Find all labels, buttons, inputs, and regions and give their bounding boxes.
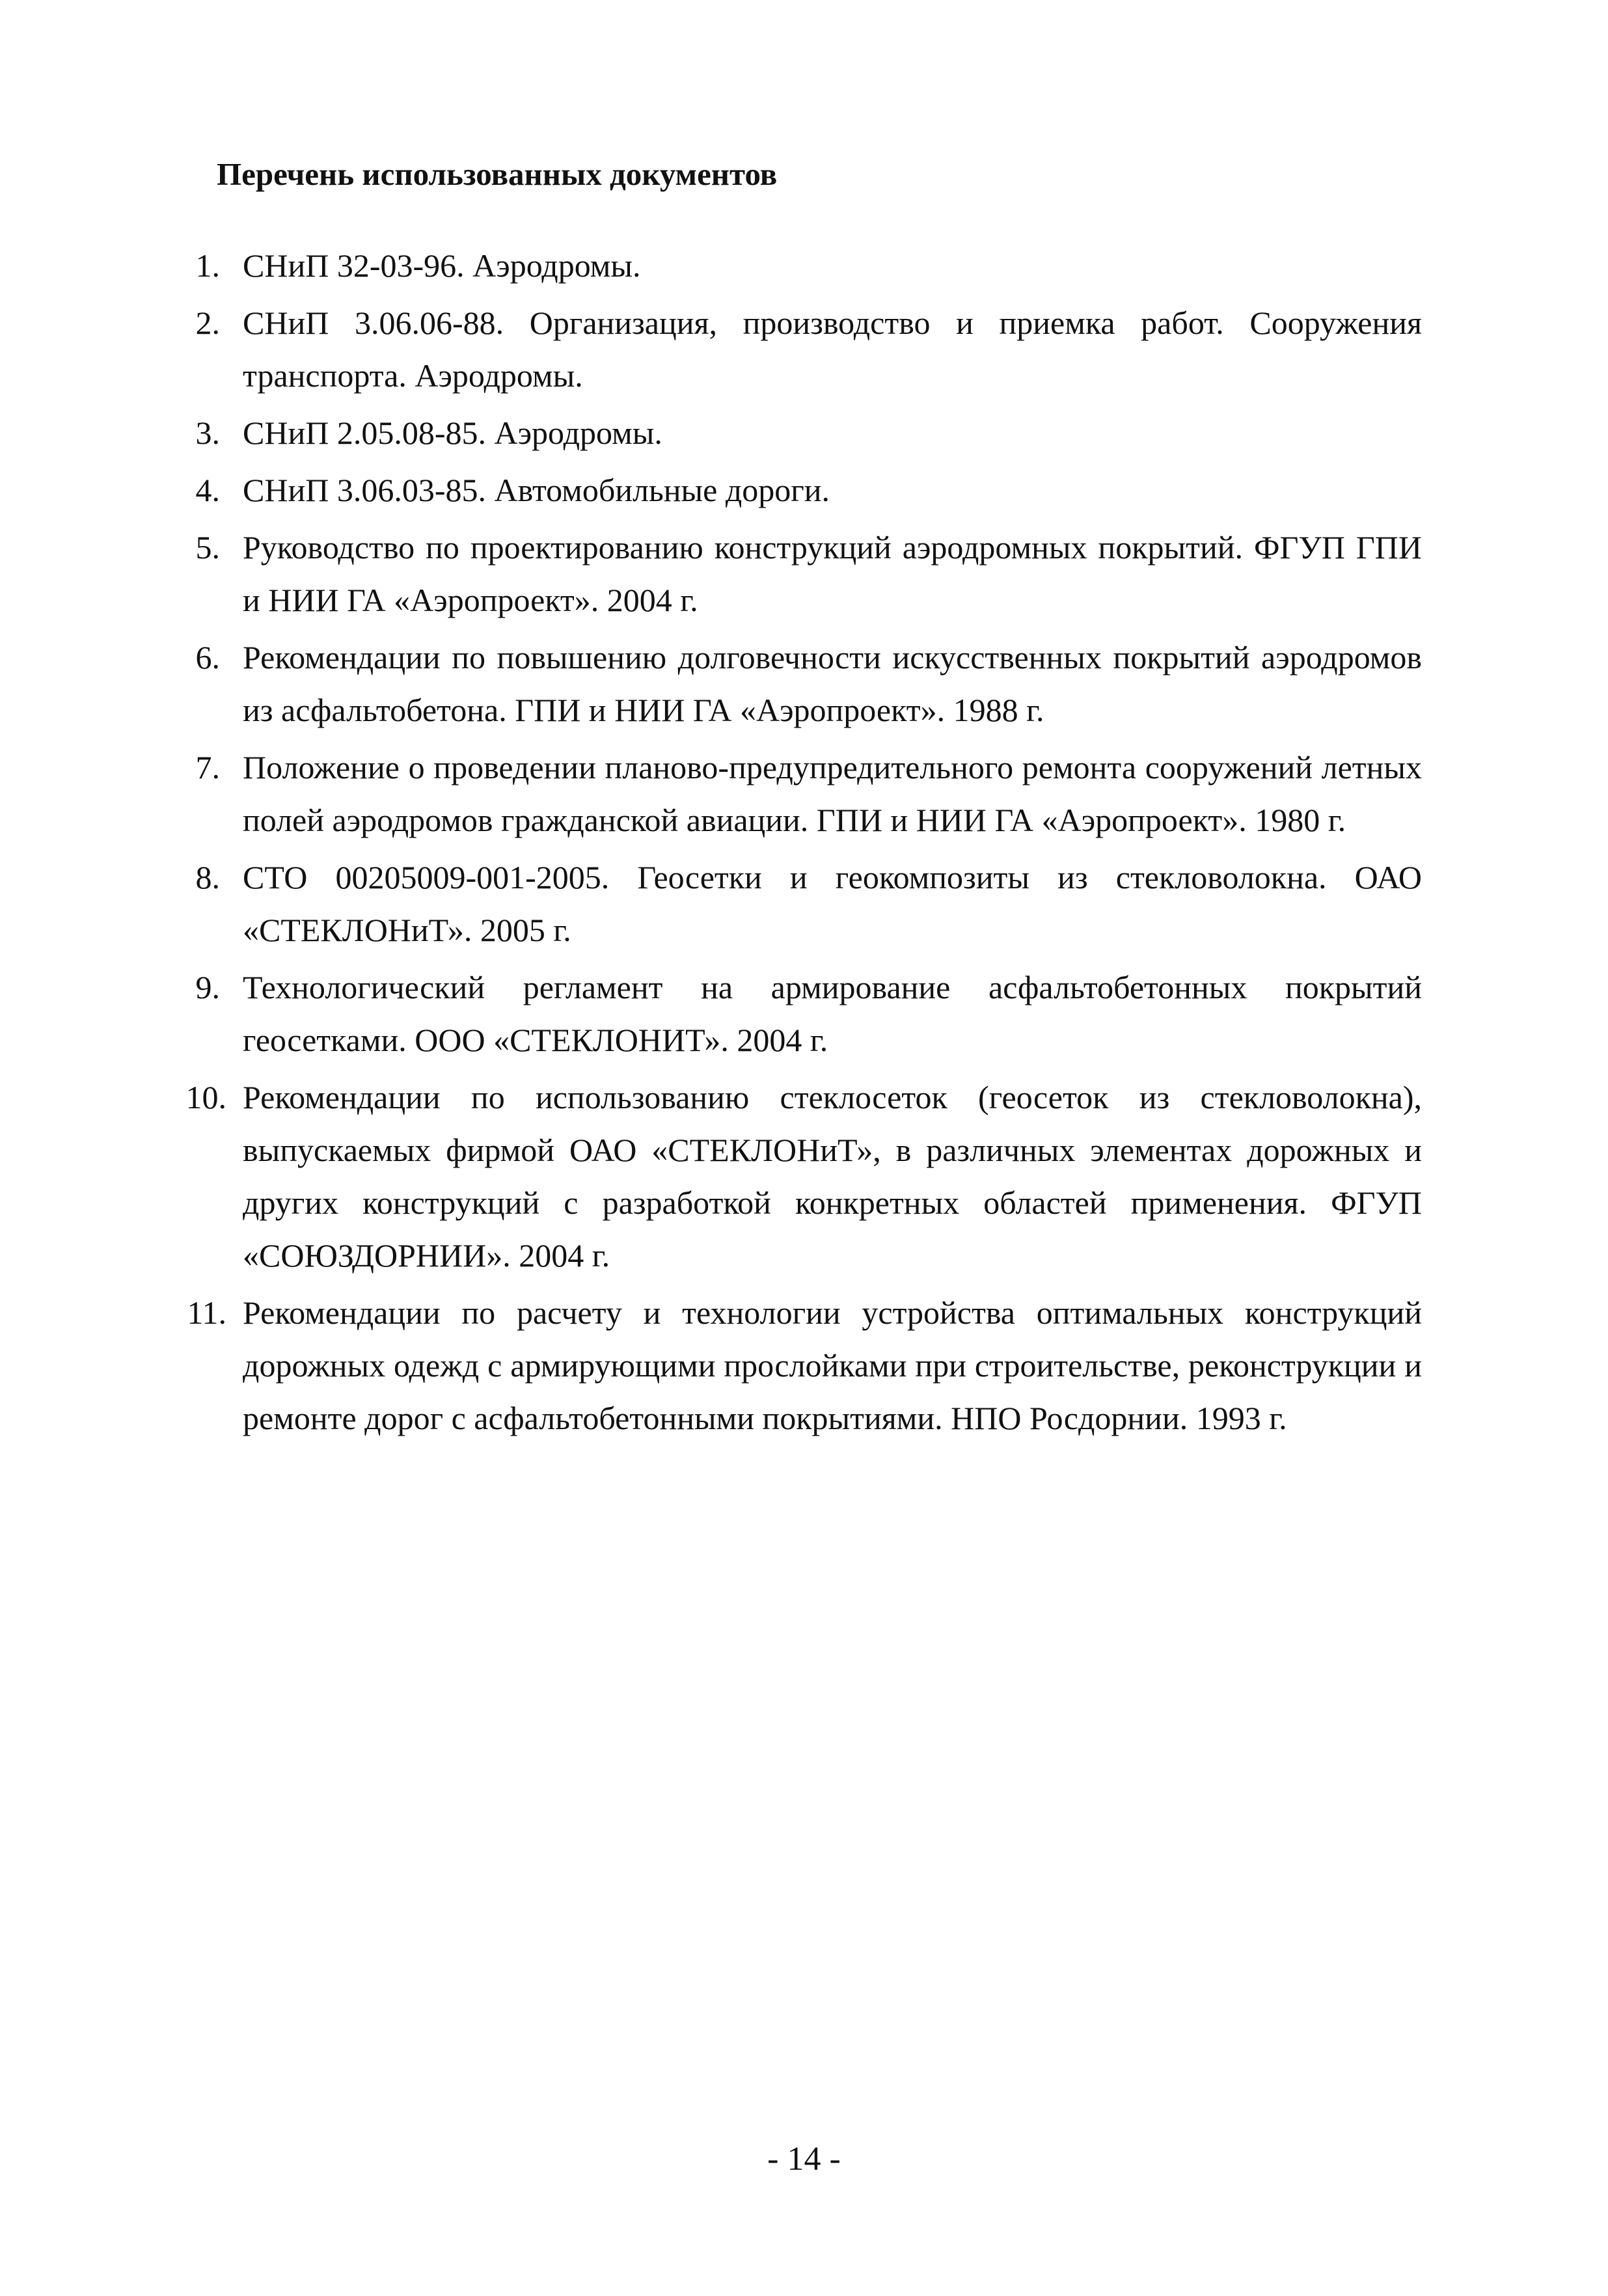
reference-text: Руководство по проектированию конструкций аэродромных покрытий. ФГУП ГПИ и НИИ ГА «Аэропроект». 2004 г. bbox=[243, 529, 1422, 618]
reference-number: 11. bbox=[187, 1294, 226, 1331]
reference-number: 7. bbox=[195, 749, 220, 786]
reference-number: 9. bbox=[195, 969, 220, 1005]
reference-item bbox=[172, 239, 1422, 292]
reference-number: 3. bbox=[195, 415, 220, 451]
reference-number: 4. bbox=[195, 472, 220, 508]
reference-text: Рекомендации по расчету и технологии устройства оптимальных конструкций дорожных одежд с армирующими прослойками при строительстве, реконструкции и ремонте дорог с асфальтобетонными покрытиями. НПО Росдорнии. 1993 г. bbox=[243, 1294, 1422, 1436]
reference-number: 8. bbox=[195, 859, 220, 895]
reference-item bbox=[172, 631, 1422, 737]
reference-item bbox=[172, 961, 1422, 1067]
reference-item bbox=[172, 741, 1422, 847]
reference-text: Рекомендации по повышению долговечности искусственных покрытий аэродромов из асфальтобетона. ГПИ и НИИ ГА «Аэропроект». 1988 г. bbox=[243, 639, 1422, 728]
reference-text: Технологический регламент на армирование асфальтобетонных покрытий геосетками. ООО «СТЕКЛОНИТ». 2004 г. bbox=[243, 969, 1422, 1058]
reference-item bbox=[172, 1287, 1422, 1445]
reference-text: СНиП 2.05.08-85. Аэродромы. bbox=[243, 415, 662, 451]
reference-item bbox=[172, 464, 1422, 517]
reference-item bbox=[172, 1071, 1422, 1282]
reference-item bbox=[172, 297, 1422, 402]
reference-text: Рекомендации по использованию стеклосеток (геосеток из стекловолокна), выпускаемых фирмой ОАО «СТЕКЛОНиТ», в различных элементах дорожных и других конструкций с разработкой конкретных областей применения. ФГУП «СОЮЗДОРНИИ». 2004 г. bbox=[243, 1079, 1422, 1274]
reference-text: СНиП 3.06.06-88. Организация, производство и приемка работ. Сооружения транспорта. Аэродромы. bbox=[243, 305, 1422, 394]
page-number: - 14 - bbox=[767, 2140, 841, 2178]
reference-text: СТО 00205009-001-2005. Геосетки и геокомпозиты из стекловолокна. ОАО «СТЕКЛОНиТ». 2005 г. bbox=[243, 859, 1422, 948]
reference-text: СНиП 3.06.03-85. Автомобильные дороги. bbox=[243, 472, 830, 508]
reference-item bbox=[172, 851, 1422, 957]
reference-text: Положение о проведении планово-предупредительного ремонта сооружений летных полей аэродромов гражданской авиации. ГПИ и НИИ ГА «Аэропроект». 1980 г. bbox=[243, 749, 1422, 838]
reference-number: 1. bbox=[195, 247, 220, 284]
page-title: Перечень использованных документов bbox=[217, 156, 778, 192]
reference-list bbox=[172, 239, 1422, 1449]
reference-number: 2. bbox=[195, 305, 220, 341]
reference-item bbox=[172, 407, 1422, 459]
reference-item bbox=[172, 521, 1422, 627]
reference-number: 6. bbox=[195, 639, 220, 676]
reference-text: СНиП 32-03-96. Аэродромы. bbox=[243, 247, 641, 284]
reference-number: 10. bbox=[185, 1079, 226, 1115]
reference-number: 5. bbox=[195, 529, 220, 566]
